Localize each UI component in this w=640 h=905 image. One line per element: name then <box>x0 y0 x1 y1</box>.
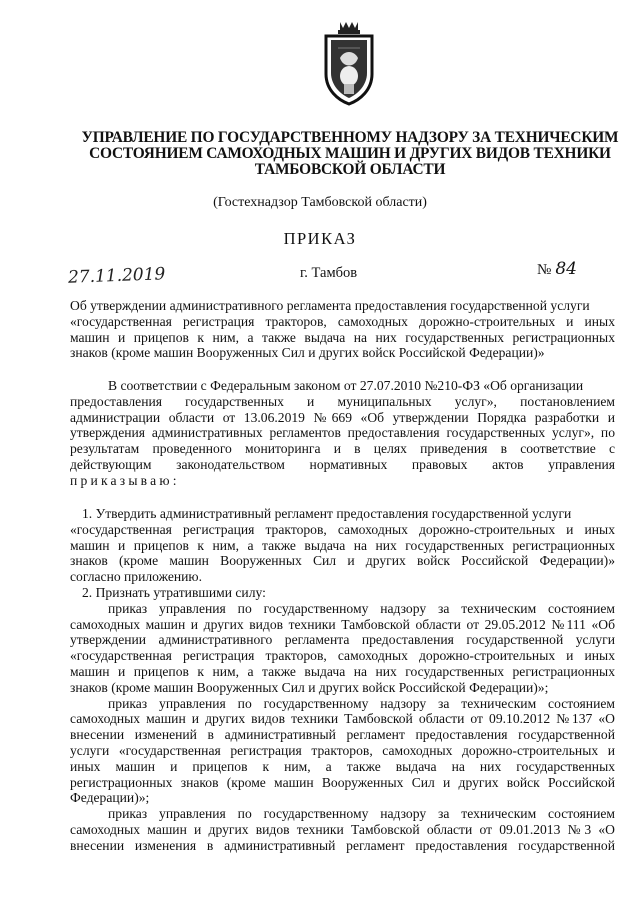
order-number <box>537 259 577 279</box>
preamble-line: администрации области от 13.06.2019 №669 «Об утверждении Порядка разработки и <box>70 409 615 425</box>
preamble-line: результатам проведенного мониторинга и в целях приведения в соответствие с <box>70 441 615 457</box>
preamble-line-order-word: приказываю: <box>70 472 180 488</box>
order-number-value: 84 <box>555 259 577 279</box>
clause-1-line: «государственная регистрация тракторов, самоходных дорожно-строительных и иных <box>70 521 615 537</box>
order-number-label: № <box>537 262 552 278</box>
agency-title <box>50 130 640 178</box>
clause-2-line: 2. Признать утратившими силу: <box>82 585 266 600</box>
order-city: г. Тамбов <box>300 265 358 281</box>
clause-2-line: приказ управления по государственному надзору за техническим состоянием <box>108 600 615 616</box>
preamble-line: предоставления государственных и муниципальных услуг», постановлением <box>70 393 615 409</box>
preamble-line: В соответствии с Федеральным законом от 27.07.2010 №210-ФЗ «Об организации <box>108 378 584 393</box>
document-type: ПРИКАЗ <box>283 229 357 248</box>
preamble-line: утверждения административных регламентов предоставления государственных услуг», по <box>70 425 615 441</box>
clause-2 <box>70 585 615 854</box>
clause-2-line: утверждении административного регламента предоставления государственной услуги <box>70 632 615 648</box>
clause-2-line: внесении изменений в административный регламент предоставления государственной <box>70 727 615 743</box>
clause-2-line: приказ управления по государственному надзору за техническим состоянием <box>108 806 615 822</box>
clause-2-line: самоходных машин и других видов техники Тамбовской области от 09.10.2012 №137 «О <box>70 711 615 727</box>
clause-2-line: знаков (кроме машин Вооруженных Сил и других войск Российской Федерации)»; <box>70 679 549 695</box>
agency-short-name: (Гостехнадзор Тамбовской области) <box>213 195 427 210</box>
clause-2-line: внесении изменения в административный регламент предоставления государственной <box>70 837 615 853</box>
clause-1-line: 1. Утвердить административный регламент предоставления государственной услуги <box>82 506 572 521</box>
clause-1 <box>70 506 615 585</box>
subject-line: Об утверждении административного регламента предоставления государственной услуги <box>70 298 590 313</box>
agency-title-line: ТАМБОВСКОЙ ОБЛАСТИ <box>254 161 446 178</box>
clause-2-line: машин и прицепов к ним, а также выдача на них государственных регистрационных <box>70 663 615 679</box>
agency-title-line: СОСТОЯНИЕМ САМОХОДНЫХ МАШИН И ДРУГИХ ВИДОВ ТЕХНИКИ <box>89 145 611 162</box>
order-subject <box>70 298 615 361</box>
clause-2-line: самоходных машин и других видов техники Тамбовской области от 29.05.2012 №111 «Об <box>70 616 615 632</box>
clause-1-line: машин и прицепов к ним, а также выдача на них государственных регистрационных <box>70 537 615 553</box>
clause-2-line: иных машин и прицепов к ним, а также выдача на них государственных <box>70 758 615 774</box>
preamble-line: действующим законодательством нормативных правовых актов управления <box>70 456 615 472</box>
clause-2-line: Федерации)»; <box>70 790 150 806</box>
clause-1-line: согласно приложению. <box>70 569 202 585</box>
agency-title-line: УПРАВЛЕНИЕ ПО ГОСУДАРСТВЕННОМУ НАДЗОРУ ЗА ТЕХНИЧЕСКИМ <box>81 129 619 146</box>
order-date-handwritten: 27.11.2019 <box>67 264 166 288</box>
coat-of-arms-emblem <box>318 18 380 114</box>
clause-1-line: знаков (кроме машин Вооруженных Сил и других войск Российской Федерации)» <box>70 553 615 569</box>
clause-2-line: услуги «государственная регистрация тракторов, самоходных дорожно-строительных и <box>70 742 615 758</box>
subject-line: машин и прицепов к ним, а также выдача на них государственных регистрационных <box>70 329 615 345</box>
preamble-paragraph <box>70 378 615 489</box>
subject-line: знаков (кроме машин Вооруженных Сил и других войск Российской Федерации)» <box>70 345 545 361</box>
clause-2-line: самоходных машин и других видов техники Тамбовской области от 09.01.2013 №3 «О <box>70 821 615 837</box>
subject-line: «государственная регистрация тракторов, самоходных дорожно-строительных и иных <box>70 313 615 329</box>
clause-2-line: «государственная регистрация тракторов, самоходных дорожно-строительных и иных <box>70 648 615 664</box>
clause-2-line: приказ управления по государственному надзору за техническим состоянием <box>108 695 615 711</box>
clause-2-line: регистрационных знаков (кроме машин Вооруженных Сил и других войск Российской <box>70 774 615 790</box>
